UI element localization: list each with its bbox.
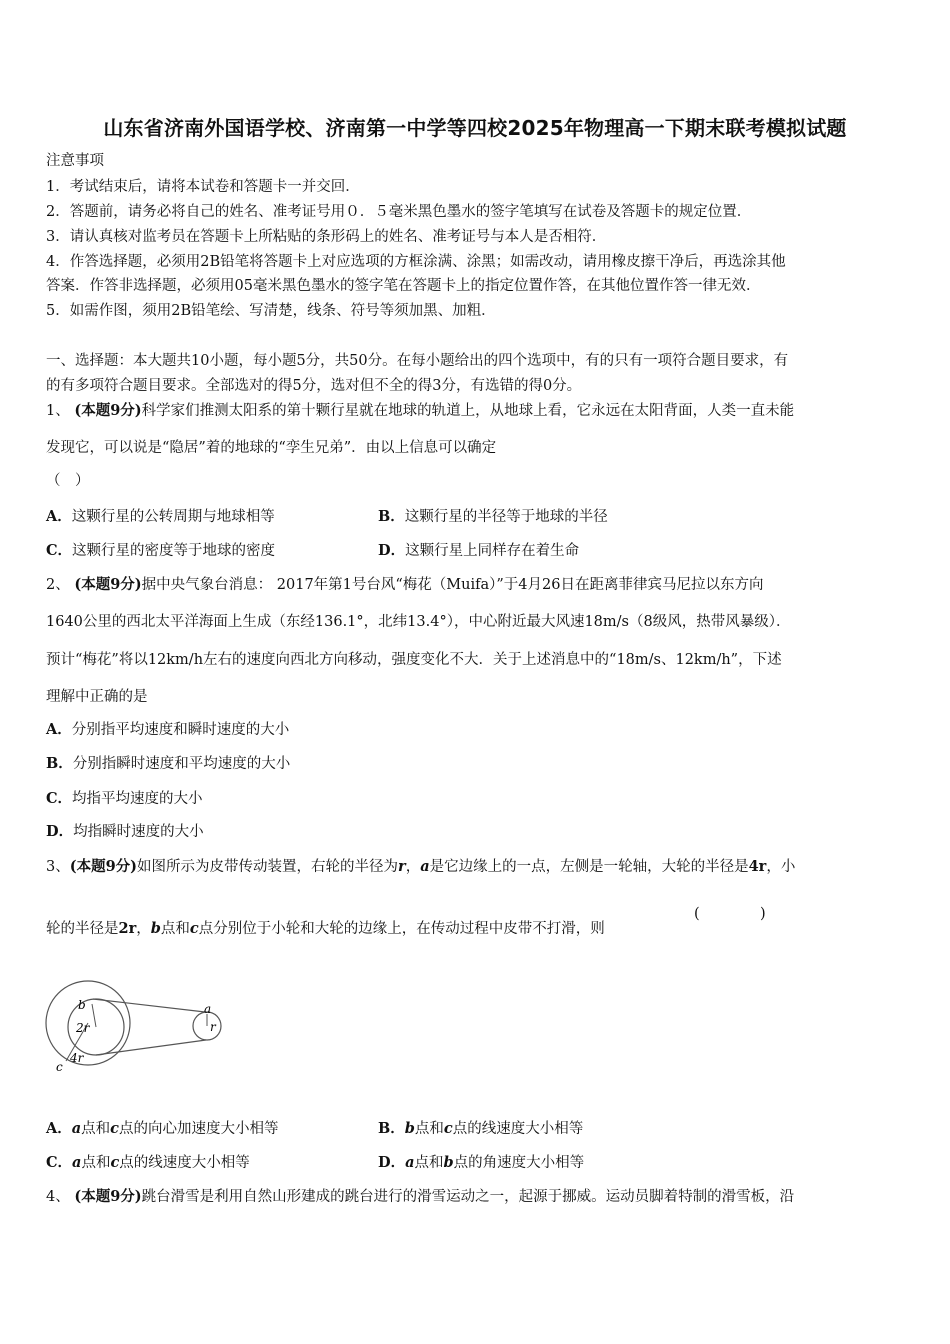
label-2r: 2r: [76, 1021, 90, 1035]
question-text: ，小: [766, 859, 796, 875]
label-b: b: [78, 998, 86, 1012]
question-score: (本题9分): [74, 576, 142, 593]
option-label: A．: [46, 721, 72, 738]
option-text: 点的角速度大小相等: [453, 1155, 585, 1171]
option-b: [378, 1119, 583, 1139]
belt-top: [93, 999, 205, 1012]
page-title: 山东省济南外国语学校、济南第一中学等四校2025年物理高一下期末联考模拟试题: [103, 116, 847, 140]
option-label: C．: [46, 790, 73, 807]
option-text: 分别指平均速度和瞬时速度的大小: [71, 722, 290, 738]
question-4-line: [46, 1187, 794, 1207]
option-label: D．: [378, 542, 406, 559]
var: a: [405, 1154, 415, 1171]
option-text: 均指平均速度的大小: [72, 791, 203, 807]
var: c: [110, 1120, 120, 1137]
label-4r: 4r: [70, 1051, 84, 1065]
question-3-line: [46, 857, 795, 877]
notice-heading: 注意事项: [46, 153, 104, 169]
option-c: [46, 1153, 250, 1173]
label-c: c: [56, 1060, 63, 1074]
var-c: c: [189, 920, 199, 937]
question-2-line: 1640公里的西北太平洋海面上生成（东经136.1°，北纬13.4°），中心附近最大风速18m/s（8级风，热带风暴级）．: [46, 614, 791, 630]
option-text: 点的向心加速度大小相等: [119, 1121, 279, 1137]
question-text: 科学家们推测太阳系的第十颗行星就在地球的轨道上，从地球上看，它永远在太阳背面，人类一直未能: [141, 403, 795, 419]
question-text: 轮的半径是: [46, 921, 119, 937]
option-text: 点和: [81, 1155, 111, 1171]
var: a: [72, 1154, 82, 1171]
belt-drive-diagram: [44, 975, 234, 1075]
option-b: [46, 754, 290, 774]
option-text: 点和: [414, 1121, 444, 1137]
option-b: [378, 507, 608, 527]
notice-item: 5．如需作图，须用2B铅笔绘、写清楚，线条、符号等须加黑、加粗．: [46, 303, 496, 319]
punct: ，: [405, 859, 421, 875]
option-label: D．: [378, 1154, 406, 1171]
section-instructions: 一、选择题：本大题共10小题，每小题5分，共50分。在每小题给出的四个选项中，有的只有一项符合题目要求，有: [46, 353, 789, 369]
var-a: a: [420, 858, 430, 875]
var: b: [443, 1154, 454, 1171]
option-text: 点的线速度大小相等: [119, 1155, 250, 1171]
question-text: 如图所示为皮带传动装置，右轮的半径为: [137, 859, 399, 875]
section-instructions: 的有多项符合题目要求。全部选对的得5分，选对但不全的得3分，有选错的得0分。: [46, 378, 582, 394]
var-2r: 2r: [118, 920, 137, 937]
option-text: 这颗行星的半径等于地球的半径: [404, 509, 608, 525]
var: b: [404, 1120, 415, 1137]
answer-paren-close: ): [760, 906, 766, 922]
var-r: r: [398, 858, 406, 875]
question-number: 3、: [46, 859, 70, 875]
var-b: b: [150, 920, 161, 937]
option-label: B．: [378, 1120, 405, 1137]
option-text: 点和: [414, 1155, 444, 1171]
option-label: B．: [378, 508, 405, 525]
option-text: 这颗行星的密度等于地球的密度: [72, 543, 276, 559]
question-1-line: 发现它，可以说是“隐居”着的地球的“孪生兄弟”．由以上信息可以确定: [46, 440, 497, 456]
question-number: 1、: [46, 403, 70, 419]
question-number: 4、: [46, 1189, 70, 1205]
option-d: [378, 1153, 584, 1173]
question-1-line: [46, 401, 794, 421]
question-number: 2、: [46, 577, 70, 593]
question-score: (本题9分): [74, 402, 142, 419]
question-3-line: [46, 919, 605, 939]
label-r: r: [210, 1020, 216, 1034]
question-text: 点和: [160, 921, 190, 937]
question-text: 是它边缘上的一点，左侧是一轮轴，大轮的半径是: [429, 859, 749, 875]
question-score: (本题9分): [74, 1188, 142, 1205]
option-label: B．: [46, 755, 73, 772]
radius-2r: [92, 1004, 96, 1027]
label-a: a: [204, 1002, 212, 1016]
option-a: [46, 507, 275, 527]
option-c: [46, 789, 203, 809]
notice-item: 1．考试结束后，请将本试卷和答题卡一并交回．: [46, 179, 360, 195]
option-label: D．: [46, 823, 74, 840]
question-2-line: 理解中正确的是: [46, 689, 148, 705]
option-text: 这颗行星上同样存在着生命: [405, 543, 580, 559]
notice-item: 3．请认真核对监考员在答题卡上所粘贴的条形码上的姓名、准考证号与本人是否相符．: [46, 229, 607, 245]
var: c: [443, 1120, 453, 1137]
belt-bottom: [96, 1040, 206, 1055]
answer-paren-open: (: [694, 906, 700, 922]
var: c: [110, 1154, 120, 1171]
option-d: [378, 541, 579, 561]
question-text: 据中央气象台消息： 2017年第1号台风“梅花（Muifa）”于4月26日在距离菲律宾马尼拉以东方向: [141, 577, 764, 593]
option-label: C．: [46, 1154, 73, 1171]
option-text: 均指瞬时速度的大小: [73, 824, 204, 840]
question-2-line: [46, 575, 763, 595]
var-4r: 4r: [748, 858, 767, 875]
answer-parentheses: （ ）: [46, 473, 90, 489]
option-text: 点的线速度大小相等: [452, 1121, 584, 1137]
option-label: A．: [46, 508, 72, 525]
notice-item: 4．作答选择题，必须用2B铅笔将答题卡上对应选项的方框涂满、涂黑；如需改动，请用橡皮擦干净后，再选涂其他: [46, 254, 786, 270]
question-text: 点分别位于小轮和大轮的边缘上，在传动过程中皮带不打滑，则: [198, 921, 605, 937]
option-c: [46, 541, 275, 561]
notice-item: 答案．作答非选择题，必须用05毫米黑色墨水的签字笔在答题卡上的指定位置作答，在其他位置作答一律无效．: [46, 278, 761, 294]
option-a: [46, 720, 289, 740]
option-a: [46, 1119, 279, 1139]
var: a: [71, 1120, 82, 1137]
option-text: 点和: [81, 1121, 111, 1137]
option-d: [46, 822, 204, 842]
punct: ，: [136, 921, 151, 937]
option-text: 分别指瞬时速度和平均速度的大小: [72, 756, 291, 772]
option-text: 这颗行星的公转周期与地球相等: [71, 509, 275, 525]
question-2-line: 预计“梅花”将以12km/h左右的速度向西北方向移动，强度变化不大．关于上述消息中的“18m/s、12km/h”，下述: [46, 652, 782, 668]
question-text: 跳台滑雪是利用自然山形建成的跳台进行的滑雪运动之一，起源于挪威。运动员脚着特制的滑雪板，沿: [141, 1189, 795, 1205]
notice-item: 2．答题前，请务必将自己的姓名、准考证号用０．５毫米黑色墨水的签字笔填写在试卷及答题卡的规定位置．: [46, 204, 752, 220]
question-score: (本题9分): [69, 858, 138, 875]
option-label: C．: [46, 542, 73, 559]
option-label: A．: [46, 1120, 72, 1137]
